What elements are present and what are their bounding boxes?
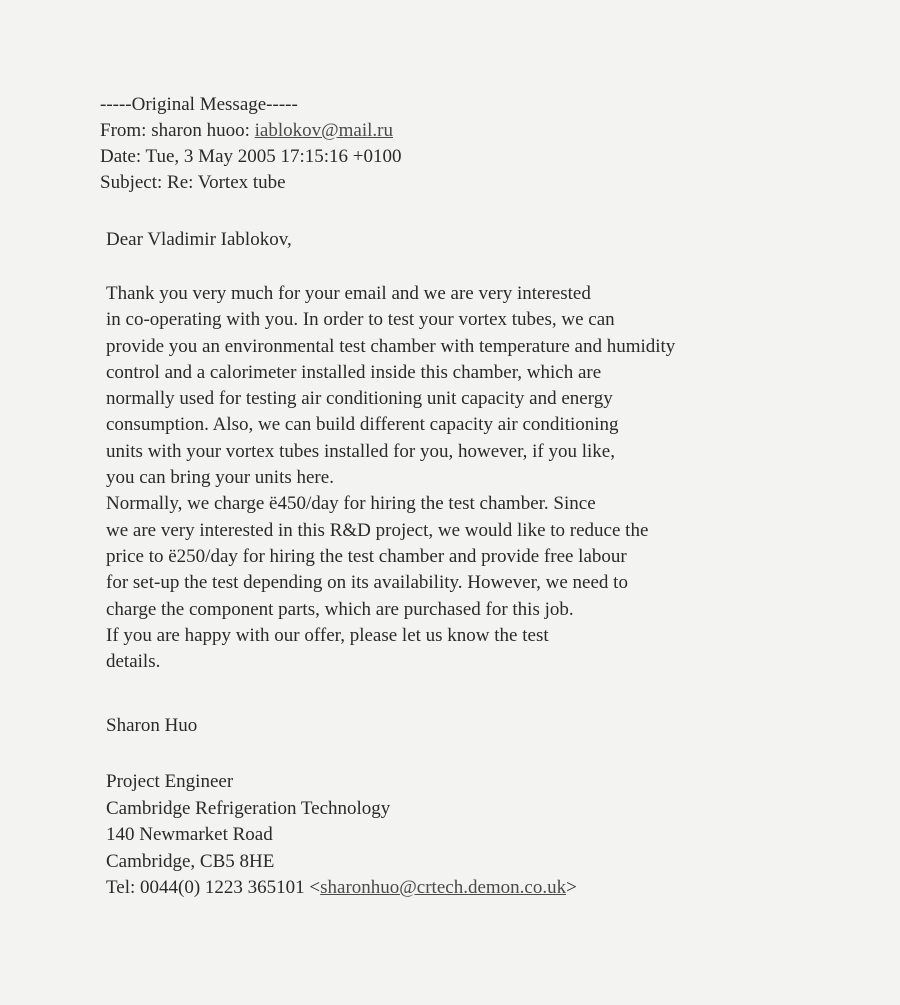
- from-email-link[interactable]: iablokov@mail.ru: [254, 120, 393, 141]
- body-line: you can bring your units here.: [106, 467, 334, 489]
- body-line: consumption. Also, we can build different capacity air conditioning: [106, 414, 619, 436]
- body-line: Thank you very much for your email and we are very interested: [106, 283, 591, 304]
- date-line: Date: Tue, 3 May 2005 17:15:16 +0100: [100, 146, 402, 167]
- body-line: If you are happy with our offer, please let us know the test: [106, 624, 549, 646]
- signature-block: [106, 769, 577, 902]
- message-body: [106, 281, 675, 675]
- signature-company: Cambridge Refrigeration Technology: [106, 797, 391, 819]
- body-line: for set-up the test depending on its availability. However, we need to: [106, 572, 628, 594]
- body-line: control and a calorimeter installed inside this chamber, which are: [106, 361, 602, 383]
- from-label: From: sharon huoo:: [100, 120, 255, 141]
- body-line: price to ë250/day for hiring the test chamber and provide free labour: [106, 545, 627, 567]
- body-line: units with your vortex tubes installed for you, however, if you like,: [106, 440, 615, 462]
- body-line: Normally, we charge ë450/day for hiring the test chamber. Since: [106, 493, 596, 515]
- body-line: normally used for testing air conditioning unit capacity and energy: [106, 388, 613, 410]
- email-close-bracket: >: [566, 877, 577, 898]
- original-message-header: [100, 92, 402, 196]
- body-line: we are very interested in this R&D project, we would like to reduce the: [106, 519, 649, 541]
- bleed-through-line: [0, 62, 900, 87]
- body-line: details.: [106, 651, 161, 673]
- body-line: charge the component parts, which are purchased for this job.: [106, 598, 574, 620]
- signature-email-link[interactable]: sharonhuo@crtech.demon.co.uk: [320, 877, 567, 898]
- signature-title: Project Engineer: [106, 771, 234, 792]
- message-separator: -----Original Message-----: [100, 94, 298, 115]
- tel-label: Tel: 0044(0) 1223 365101 <: [106, 877, 321, 898]
- signature-name: Sharon Huo: [106, 715, 198, 736]
- subject-line: Subject: Re: Vortex tube: [100, 172, 286, 193]
- body-line: in co-operating with you. In order to test your vortex tubes, we can: [106, 309, 615, 331]
- from-line: [100, 118, 402, 144]
- signature-street: 140 Newmarket Road: [106, 824, 273, 845]
- greeting: Dear Vladimir Iablokov,: [106, 229, 292, 250]
- body-line: provide you an environmental test chamber with temperature and humidity: [106, 335, 676, 357]
- signature-tel-line: [106, 875, 577, 902]
- signature-city: Cambridge, CB5 8HE: [106, 850, 275, 872]
